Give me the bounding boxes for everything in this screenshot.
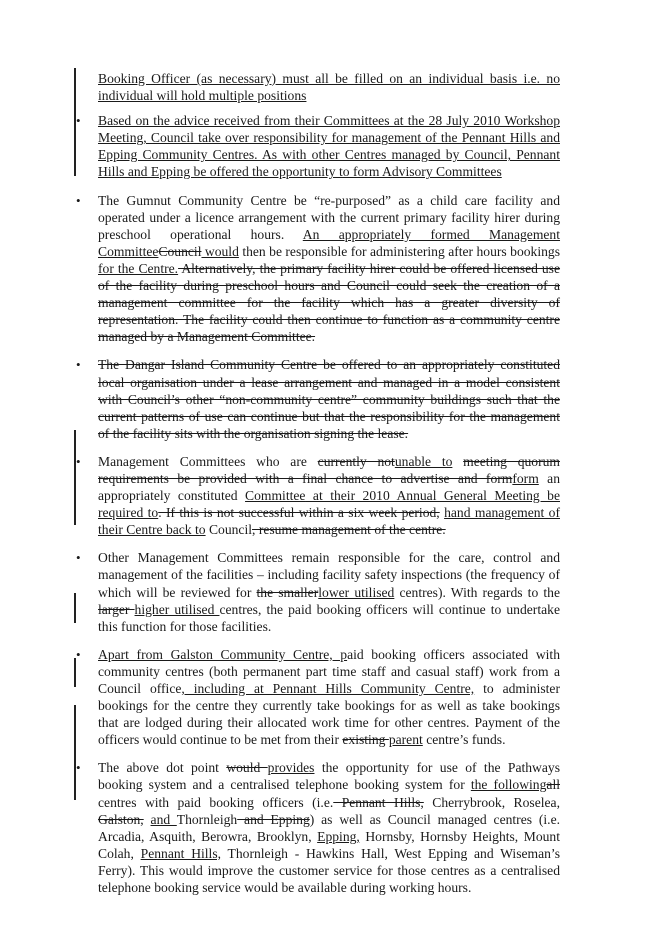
inserted-text: Epping, (317, 828, 360, 844)
inserted-text: would (201, 243, 239, 259)
change-bar (74, 593, 76, 623)
change-bar (74, 430, 76, 525)
bullet-item (76, 549, 560, 634)
deleted-text: and Epping (237, 811, 310, 827)
deleted-text: Alternatively, the primary facility hirer could be offered licensed use of the facility during preschool hours and Council could seek the creation of a management committee for the facility which has a greater diversity of representation. The facility could then continue to function as a community centre managed by a Management Committee. (98, 260, 561, 345)
inserted-text: provides (267, 760, 315, 776)
inserted-text: lower utilised (318, 584, 395, 600)
inserted-text: Booking Officer (as necessary) must all be filled on an individual basis i.e. no individual will hold multiple positions (98, 71, 560, 104)
body-text (452, 454, 463, 469)
bullet-icon: • (76, 453, 81, 469)
deleted-text: would (226, 760, 268, 776)
deleted-text: all (546, 777, 560, 793)
deleted-text: larger (98, 601, 135, 617)
bullet-item (76, 192, 561, 346)
bullet-icon: • (76, 357, 81, 373)
inserted-text: higher utilised (134, 601, 220, 617)
deleted-text: Galston, (98, 811, 144, 827)
deleted-text: meeting quorum requirements be provided with a final chance to advertise and form (98, 453, 560, 486)
change-bar (74, 705, 76, 800)
body-text: an appropriately constituted (98, 470, 560, 504)
bullet-icon: • (76, 192, 81, 208)
body-text: centre’s funds. (422, 732, 506, 748)
bullet-item (76, 112, 560, 180)
inserted-text: at their 2010 Annual General Meeting be required to (98, 488, 560, 521)
body-text: centres, the paid booking officers will continue to undertake this function for those facilities. (98, 601, 560, 634)
bullet-item (76, 759, 561, 896)
deleted-text: existing (342, 732, 389, 748)
bullet-item (76, 453, 560, 538)
inserted-text: unable to (394, 453, 453, 469)
deleted-text: The Dangar Island Community Centre be offered to an appropriately constituted local organisation under a lease arrangement and managed in a model consistent with Council’s other “non-community centre” community buildings such that the current patterns of use can continue but that the responsibility for the management of the facility sits with the organisation signing the lease. (98, 357, 560, 441)
inserted-text: An appropriately formed Management Committee (98, 226, 561, 259)
body-text: Cherrybrook, Roselea, (423, 794, 560, 810)
document-body (76, 70, 561, 907)
bullet-item (76, 356, 560, 441)
bullet-icon: • (76, 646, 81, 662)
continuation-paragraph (98, 70, 560, 104)
body-text: to administer bookings for the centre they currently take bookings for as well as take bookings that are lodged during their allocated work time for other centres. Payment of the officers would continue to be met from their (98, 681, 560, 748)
inserted-text: Pennant Hills, (140, 845, 222, 861)
deleted-text: currently not (317, 453, 395, 469)
body-text: ) as well as Council managed centres (i.e. Arcadia, Asquith, Berowra, Brooklyn, (98, 811, 561, 844)
bullet-icon: • (76, 550, 81, 566)
deleted-text: , resume management of the centre. (252, 522, 446, 538)
inserted-text: and (150, 811, 177, 827)
body-text: Council (205, 522, 253, 538)
deleted-text: the smaller (256, 584, 319, 600)
body-text (144, 812, 151, 827)
body-text: the opportunity for use of the Pathways booking system and a centralised telephone booking system for (98, 760, 560, 793)
inserted-text: , including at Pennant Hills Community Centre, (181, 681, 475, 696)
body-text: centres with paid booking officers (i.e. (98, 794, 334, 810)
body-text: The above dot point (98, 760, 227, 776)
body-text: Thornleigh - Hawkins Hall, West Epping and Wiseman’s Ferry). This would improve the customer service for those centres as a centralised telephone booking service would be available during working hours. (98, 845, 560, 896)
inserted-text: Apart from Galston Community Centre, p (98, 646, 348, 662)
body-text: The Gumnut Community Centre be “re-purposed” as a child care facility and operated under a licence arrangement with the current primary facility hirer during preschool operational hours. (98, 192, 560, 242)
body-text: then be responsible for administering after hours bookings (238, 243, 560, 259)
body-text: centres). With regards to the (394, 584, 560, 600)
inserted-text: Committee (245, 488, 306, 504)
inserted-text: for the Centre. (98, 260, 179, 276)
inserted-text: Based on the advice received from their Committees at the 28 July 2010 Workshop Meeting, Council take over responsibility for management of the Pennant Hills and Epping Community Centres. As with other Centres managed by Council, Pennant Hills and Epping be offered the opportunity to form Advisory Committees (98, 113, 560, 180)
inserted-text: hand management of their Centre back to (98, 505, 560, 538)
deleted-text: Council (158, 243, 202, 259)
bullet-icon: • (76, 113, 81, 129)
body-text: Other Management Committees remain responsible for the care, control and management of the facilities – including facility safety inspections (the frequency of which will be reviewed for (98, 550, 560, 600)
deleted-text: . If this is not successful within a six week period, (158, 505, 440, 521)
bullet-icon: • (76, 760, 81, 776)
body-text: Thornleigh (176, 811, 238, 827)
body-text: Hornsby, Hornsby Heights, Mount Colah, (98, 828, 560, 861)
body-text: Management Committees who are (98, 453, 318, 469)
inserted-text: the following (470, 777, 547, 793)
inserted-text: form (512, 470, 539, 486)
bullet-item (76, 646, 560, 749)
deleted-text: Pennant Hills, (333, 794, 424, 810)
body-text: aid booking officers associated with community centres (both permanent part time staff and casual staff) work from a Council office (98, 646, 560, 696)
inserted-text: parent (388, 732, 423, 748)
